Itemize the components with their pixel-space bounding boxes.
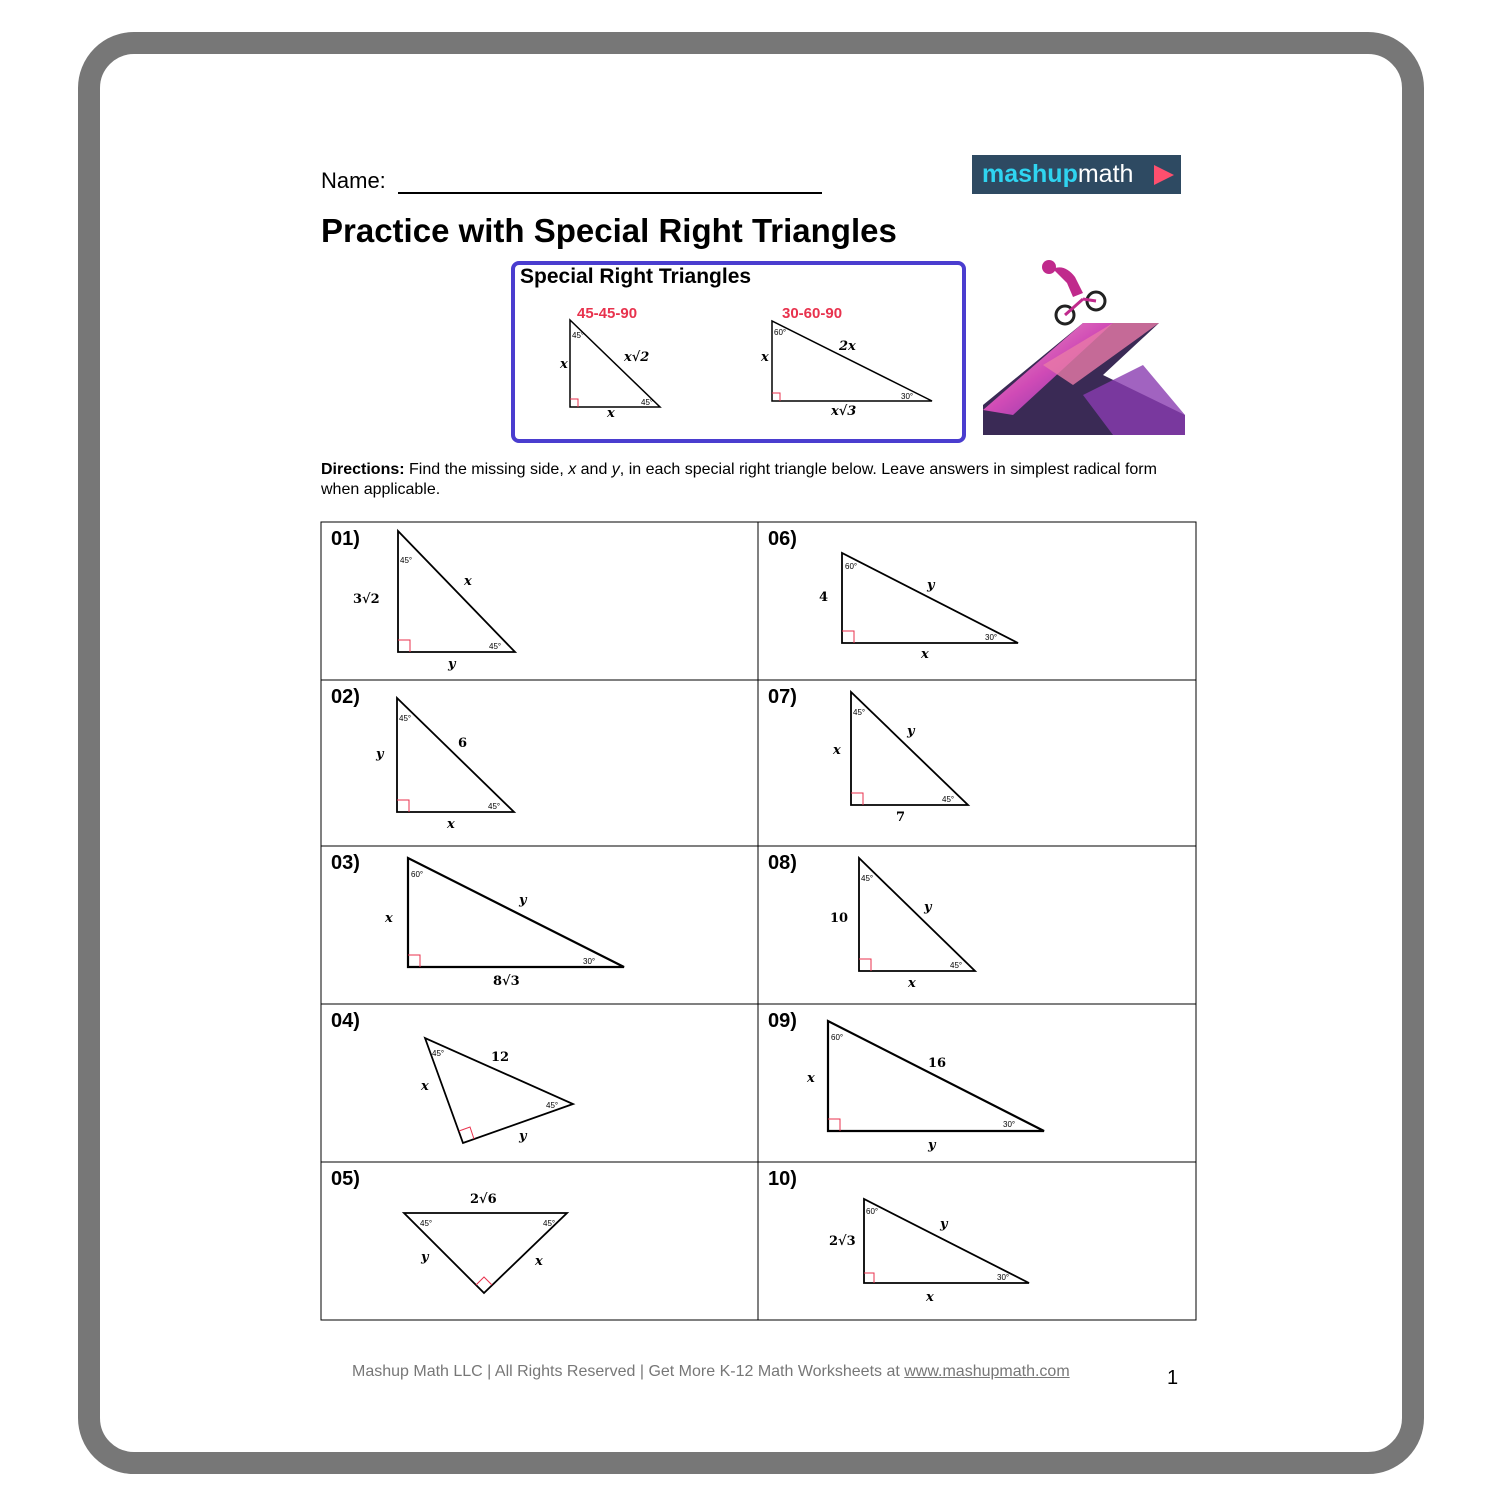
problem-07-side-bottom: 7	[896, 810, 906, 825]
problem-10-side-bottom: x	[926, 1290, 934, 1305]
logo-text-math: math	[1077, 160, 1134, 188]
reference-diagrams	[511, 295, 961, 435]
problem-07	[768, 686, 968, 825]
problem-07-angle-right: 45°	[942, 795, 955, 804]
problem-01-side-bottom: y	[448, 657, 456, 672]
problem-05	[331, 1168, 567, 1293]
bmx-rider-illustration	[983, 255, 1187, 435]
problem-03	[331, 852, 624, 989]
problem-08	[768, 852, 975, 991]
problem-09-number: 09)	[768, 1010, 797, 1032]
problem-08-side-bottom: x	[908, 976, 916, 991]
problem-04	[331, 1010, 573, 1144]
problem-01	[331, 528, 515, 672]
problem-01-hypotenuse: x	[464, 574, 472, 589]
problem-06	[768, 528, 1018, 662]
ref-30-leg-left: x	[761, 350, 769, 365]
problem-05-side-right: x	[535, 1254, 543, 1269]
problem-03-angle-right: 30°	[583, 957, 596, 966]
problem-02-side-left: y	[376, 747, 384, 762]
directions-part-3: , in each special right triangle below. Leave answers in simplest radical form when applicable.	[321, 461, 1157, 498]
problem-05-number: 05)	[331, 1168, 360, 1190]
logo-play-icon	[1154, 165, 1174, 185]
problem-02	[331, 686, 514, 832]
problem-06-side-bottom: x	[921, 647, 929, 662]
problems-grid	[320, 521, 1198, 1322]
problem-10	[768, 1168, 1029, 1305]
ref-45-right-angle-mark	[570, 399, 578, 407]
problem-05-hypotenuse: 2√6	[470, 1192, 497, 1207]
problem-09-side-bottom: y	[928, 1138, 936, 1153]
problem-03-number: 03)	[331, 852, 360, 874]
problem-09-angle-right: 30°	[1003, 1120, 1016, 1129]
ref-45-leg-left: x	[560, 357, 568, 372]
ref-45-angle-right: 45°	[641, 398, 654, 407]
problem-04-angle-right: 45°	[546, 1101, 559, 1110]
directions-part-2: and	[576, 461, 612, 478]
page-number: 1	[1167, 1367, 1179, 1389]
ref-45-angle-top: 45°	[572, 331, 585, 340]
ref-30-angle-top: 60°	[774, 328, 787, 337]
problem-04-side-left: x	[421, 1079, 429, 1094]
problem-06-side-left: 4	[819, 590, 829, 605]
problem-10-angle-right: 30°	[997, 1273, 1010, 1282]
problem-08-angle-top: 45°	[861, 874, 874, 883]
problem-05-angle-left: 45°	[420, 1219, 433, 1228]
problem-01-angle-top: 45°	[400, 556, 413, 565]
ref-30-hypotenuse: 2x	[839, 339, 856, 354]
directions-part-1: Find the missing side,	[404, 461, 569, 478]
problem-03-side-left: x	[385, 911, 393, 926]
logo-text-mashup: mashup	[982, 160, 1078, 188]
mashupmath-logo	[972, 155, 1181, 194]
problem-02-angle-top: 45°	[399, 714, 412, 723]
problem-08-number: 08)	[768, 852, 797, 874]
problem-09-hypotenuse: 16	[928, 1056, 947, 1071]
problem-08-side-left: 10	[830, 911, 849, 926]
footer	[352, 1363, 1070, 1381]
problem-08-hypotenuse: y	[924, 900, 932, 915]
problem-04-side-bottom: y	[519, 1129, 527, 1144]
footer-text: Mashup Math LLC | All Rights Reserved | Get More K-12 Math Worksheets at	[352, 1363, 905, 1380]
problem-05-side-left: y	[421, 1250, 429, 1265]
problem-07-hypotenuse: y	[907, 724, 915, 739]
problem-03-side-bottom: 8√3	[493, 974, 520, 989]
problem-07-side-left: x	[833, 743, 841, 758]
directions-var-y: y	[611, 461, 620, 478]
problem-06-number: 06)	[768, 528, 797, 550]
problem-07-angle-top: 45°	[853, 708, 866, 717]
directions-var-x: x	[568, 461, 577, 478]
ref-30-leg-bottom: x√3	[831, 404, 857, 419]
problem-09	[768, 1010, 1044, 1153]
problem-09-angle-top: 60°	[831, 1033, 844, 1042]
problem-10-number: 10)	[768, 1168, 797, 1190]
footer-website-link[interactable]: www.mashupmath.com	[904, 1363, 1070, 1380]
ref-45-label: 45-45-90	[577, 305, 638, 322]
directions-label: Directions:	[321, 461, 405, 478]
grid-lines	[321, 522, 1196, 1320]
ref-30-angle-right: 30°	[901, 392, 914, 401]
problem-03-hypotenuse: y	[519, 893, 527, 908]
problem-10-hypotenuse: y	[940, 1217, 948, 1232]
problem-05-angle-right: 45°	[543, 1219, 556, 1228]
problem-02-hypotenuse: 6	[458, 736, 468, 751]
problem-04-number: 04)	[331, 1010, 360, 1032]
problem-01-number: 01)	[331, 528, 360, 550]
problem-06-angle-top: 60°	[845, 562, 858, 571]
ref-45-hypotenuse: x√2	[624, 350, 650, 365]
problem-01-angle-right: 45°	[489, 642, 502, 651]
ref-30-triangle	[772, 321, 932, 401]
reference-title: Special Right Triangles	[520, 265, 752, 288]
problem-07-number: 07)	[768, 686, 797, 708]
name-field-line	[398, 192, 822, 194]
problem-06-hypotenuse: y	[927, 578, 935, 593]
problem-02-side-bottom: x	[447, 817, 455, 832]
problem-03-angle-top: 60°	[411, 870, 424, 879]
name-label: Name:	[321, 168, 386, 193]
problem-02-number: 02)	[331, 686, 360, 708]
ref-45-leg-bottom: x	[607, 406, 615, 421]
problem-02-angle-right: 45°	[488, 802, 501, 811]
ref-30-right-angle-mark	[772, 393, 780, 401]
problem-04-angle-top: 45°	[432, 1049, 445, 1058]
ref-30-label: 30-60-90	[782, 305, 843, 322]
problem-01-side-left: 3√2	[353, 592, 380, 607]
directions-text	[321, 460, 1191, 500]
problem-04-hypotenuse: 12	[491, 1050, 510, 1065]
page-title: Practice with Special Right Triangles	[321, 212, 897, 249]
problem-06-angle-right: 30°	[985, 633, 998, 642]
problem-09-side-left: x	[807, 1071, 815, 1086]
problem-10-side-left: 2√3	[829, 1234, 856, 1249]
problem-08-angle-right: 45°	[950, 961, 963, 970]
problem-10-angle-top: 60°	[866, 1207, 879, 1216]
